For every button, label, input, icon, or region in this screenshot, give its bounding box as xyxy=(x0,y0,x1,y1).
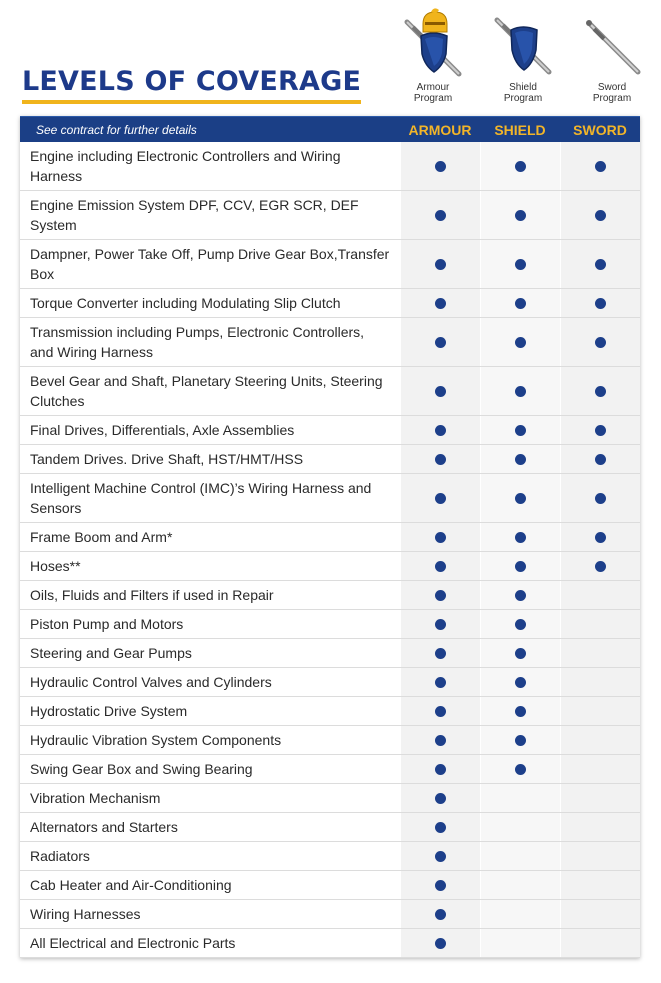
shield-program-line1: Shield xyxy=(509,82,537,93)
knight-helmet-shield-sword-icon xyxy=(401,8,465,78)
table-row xyxy=(20,871,640,900)
coverage-cell-shield xyxy=(480,552,560,580)
covered-dot-icon xyxy=(435,880,446,891)
coverage-item-label: Dampner, Power Take Off, Pump Drive Gear Box,Transfer Box xyxy=(30,246,390,282)
covered-dot-icon xyxy=(435,298,446,309)
table-row xyxy=(20,552,640,581)
coverage-cell-shield xyxy=(480,929,560,957)
coverage-cell-armour xyxy=(400,842,480,870)
coverage-cell-armour xyxy=(400,871,480,899)
covered-dot-icon xyxy=(515,386,526,397)
coverage-item-label: Hydraulic Control Valves and Cylinders xyxy=(30,674,272,690)
coverage-cell-armour xyxy=(400,416,480,444)
covered-dot-icon xyxy=(515,561,526,572)
covered-dot-icon xyxy=(595,337,606,348)
coverage-item-label: Vibration Mechanism xyxy=(30,790,161,806)
table-row xyxy=(20,697,640,726)
table-row xyxy=(20,367,640,416)
covered-dot-icon xyxy=(435,386,446,397)
covered-dot-icon xyxy=(435,619,446,630)
covered-dot-icon xyxy=(515,493,526,504)
sword-icon xyxy=(580,8,644,78)
covered-dot-icon xyxy=(435,909,446,920)
coverage-cell-armour xyxy=(400,610,480,638)
table-row xyxy=(20,755,640,784)
coverage-cell-armour xyxy=(400,639,480,667)
table-header xyxy=(20,116,640,142)
coverage-cell-shield xyxy=(480,367,560,415)
covered-dot-icon xyxy=(435,161,446,172)
coverage-cell-sword xyxy=(560,842,640,870)
coverage-item-label: Intelligent Machine Control (IMC)’s Wiring Harness and Sensors xyxy=(30,480,372,516)
covered-dot-icon xyxy=(435,822,446,833)
table-row xyxy=(20,813,640,842)
covered-dot-icon xyxy=(515,161,526,172)
coverage-item-label: Torque Converter including Modulating Slip Clutch xyxy=(30,295,341,311)
covered-dot-icon xyxy=(515,298,526,309)
coverage-cell-shield xyxy=(480,697,560,725)
coverage-item-label: Engine including Electronic Controllers and Wiring Harness xyxy=(30,148,341,184)
table-row xyxy=(20,668,640,697)
sword-program-badge xyxy=(572,8,652,104)
covered-dot-icon xyxy=(435,337,446,348)
covered-dot-icon xyxy=(515,677,526,688)
coverage-item-label: Engine Emission System DPF, CCV, EGR SCR, DEF System xyxy=(30,197,359,233)
armour-program-line1: Armour xyxy=(416,82,450,93)
page-title: LEVELS OF COVERAGE xyxy=(22,68,361,104)
coverage-cell-sword xyxy=(560,318,640,366)
coverage-item-label: Tandem Drives. Drive Shaft, HST/HMT/HSS xyxy=(30,451,304,467)
coverage-cell-shield xyxy=(480,900,560,928)
table-row xyxy=(20,842,640,871)
coverage-cell-armour xyxy=(400,367,480,415)
coverage-cell-armour xyxy=(400,726,480,754)
covered-dot-icon xyxy=(515,532,526,543)
covered-dot-icon xyxy=(435,706,446,717)
covered-dot-icon xyxy=(435,764,446,775)
table-row xyxy=(20,523,640,552)
coverage-cell-sword xyxy=(560,900,640,928)
coverage-cell-armour xyxy=(400,191,480,239)
coverage-cell-sword xyxy=(560,755,640,783)
coverage-cell-armour xyxy=(400,445,480,473)
covered-dot-icon xyxy=(435,590,446,601)
coverage-item-label: Hydrostatic Drive System xyxy=(30,703,188,719)
coverage-cell-shield xyxy=(480,639,560,667)
coverage-cell-armour xyxy=(400,900,480,928)
coverage-cell-sword xyxy=(560,523,640,551)
coverage-item-label: Radiators xyxy=(30,848,90,864)
coverage-cell-shield xyxy=(480,289,560,317)
covered-dot-icon xyxy=(435,851,446,862)
coverage-cell-shield xyxy=(480,445,560,473)
covered-dot-icon xyxy=(515,648,526,659)
covered-dot-icon xyxy=(435,648,446,659)
coverage-item-label: Alternators and Starters xyxy=(30,819,178,835)
coverage-cell-shield xyxy=(480,726,560,754)
coverage-cell-sword xyxy=(560,929,640,957)
coverage-cell-sword xyxy=(560,813,640,841)
covered-dot-icon xyxy=(435,454,446,465)
coverage-cell-shield xyxy=(480,871,560,899)
table-row xyxy=(20,900,640,929)
column-header-sword: SWORD xyxy=(573,121,627,138)
table-row xyxy=(20,726,640,755)
covered-dot-icon xyxy=(595,210,606,221)
table-row xyxy=(20,416,640,445)
covered-dot-icon xyxy=(595,561,606,572)
coverage-cell-armour xyxy=(400,929,480,957)
table-row xyxy=(20,474,640,523)
covered-dot-icon xyxy=(595,454,606,465)
coverage-cell-armour xyxy=(400,784,480,812)
covered-dot-icon xyxy=(595,532,606,543)
sword-program-line2: Program xyxy=(592,93,632,104)
table-row xyxy=(20,445,640,474)
coverage-cell-armour xyxy=(400,142,480,190)
table-row xyxy=(20,581,640,610)
table-row xyxy=(20,784,640,813)
covered-dot-icon xyxy=(595,386,606,397)
coverage-item-label: Bevel Gear and Shaft, Planetary Steering Units, Steering Clutches xyxy=(30,373,383,409)
coverage-item-label: Final Drives, Differentials, Axle Assemblies xyxy=(30,422,295,438)
coverage-cell-sword xyxy=(560,142,640,190)
coverage-item-label: Swing Gear Box and Swing Bearing xyxy=(30,761,253,777)
coverage-cell-armour xyxy=(400,318,480,366)
coverage-cell-sword xyxy=(560,639,640,667)
covered-dot-icon xyxy=(515,706,526,717)
coverage-cell-sword xyxy=(560,610,640,638)
armour-program-line2: Program xyxy=(413,93,453,104)
coverage-cell-armour xyxy=(400,755,480,783)
covered-dot-icon xyxy=(435,677,446,688)
coverage-item-label: Wiring Harnesses xyxy=(30,906,141,922)
covered-dot-icon xyxy=(515,619,526,630)
coverage-cell-armour xyxy=(400,240,480,288)
coverage-item-label: Transmission including Pumps, Electronic Controllers, and Wiring Harness xyxy=(30,324,365,360)
covered-dot-icon xyxy=(435,735,446,746)
coverage-item-label: Cab Heater and Air-Conditioning xyxy=(30,877,232,893)
coverage-cell-shield xyxy=(480,610,560,638)
coverage-cell-sword xyxy=(560,367,640,415)
coverage-cell-armour xyxy=(400,523,480,551)
coverage-item-label: All Electrical and Electronic Parts xyxy=(30,935,236,951)
coverage-cell-shield xyxy=(480,142,560,190)
coverage-cell-armour xyxy=(400,581,480,609)
table-row xyxy=(20,318,640,367)
coverage-item-label: Hydraulic Vibration System Components xyxy=(30,732,282,748)
coverage-cell-sword xyxy=(560,784,640,812)
coverage-cell-sword xyxy=(560,726,640,754)
covered-dot-icon xyxy=(435,493,446,504)
coverage-cell-armour xyxy=(400,474,480,522)
coverage-cell-sword xyxy=(560,416,640,444)
coverage-cell-sword xyxy=(560,552,640,580)
coverage-cell-sword xyxy=(560,668,640,696)
column-header-armour: ARMOUR xyxy=(408,121,472,138)
covered-dot-icon xyxy=(595,493,606,504)
coverage-cell-armour xyxy=(400,552,480,580)
coverage-cell-sword xyxy=(560,289,640,317)
coverage-cell-shield xyxy=(480,191,560,239)
coverage-cell-armour xyxy=(400,289,480,317)
table-row xyxy=(20,639,640,668)
coverage-cell-sword xyxy=(560,445,640,473)
coverage-cell-shield xyxy=(480,842,560,870)
table-body xyxy=(20,142,640,958)
coverage-item-label: Frame Boom and Arm* xyxy=(30,529,173,545)
table-row xyxy=(20,929,640,958)
table-row xyxy=(20,142,640,191)
shield-sword-icon xyxy=(491,8,555,78)
covered-dot-icon xyxy=(515,210,526,221)
armour-program-badge xyxy=(393,8,473,104)
coverage-cell-armour xyxy=(400,697,480,725)
coverage-cell-shield xyxy=(480,416,560,444)
table-row xyxy=(20,610,640,639)
table-row xyxy=(20,191,640,240)
covered-dot-icon xyxy=(515,764,526,775)
table-row xyxy=(20,240,640,289)
covered-dot-icon xyxy=(515,590,526,601)
table-row xyxy=(20,289,640,318)
coverage-cell-shield xyxy=(480,755,560,783)
covered-dot-icon xyxy=(515,454,526,465)
coverage-cell-armour xyxy=(400,813,480,841)
covered-dot-icon xyxy=(435,259,446,270)
covered-dot-icon xyxy=(595,298,606,309)
coverage-cell-shield xyxy=(480,784,560,812)
coverage-item-label: Piston Pump and Motors xyxy=(30,616,184,632)
coverage-cell-sword xyxy=(560,581,640,609)
coverage-cell-shield xyxy=(480,523,560,551)
covered-dot-icon xyxy=(435,210,446,221)
covered-dot-icon xyxy=(435,425,446,436)
covered-dot-icon xyxy=(435,561,446,572)
shield-program-line2: Program xyxy=(503,93,543,104)
coverage-cell-armour xyxy=(400,668,480,696)
coverage-item-label: Steering and Gear Pumps xyxy=(30,645,192,661)
covered-dot-icon xyxy=(595,425,606,436)
coverage-cell-sword xyxy=(560,474,640,522)
coverage-cell-shield xyxy=(480,474,560,522)
coverage-cell-shield xyxy=(480,240,560,288)
coverage-cell-shield xyxy=(480,668,560,696)
contract-note: See contract for further details xyxy=(36,122,197,137)
coverage-cell-sword xyxy=(560,871,640,899)
covered-dot-icon xyxy=(435,532,446,543)
covered-dot-icon xyxy=(435,793,446,804)
column-header-shield: SHIELD xyxy=(494,121,546,138)
covered-dot-icon xyxy=(595,161,606,172)
coverage-cell-shield xyxy=(480,813,560,841)
coverage-cell-shield xyxy=(480,581,560,609)
covered-dot-icon xyxy=(515,735,526,746)
coverage-cell-sword xyxy=(560,191,640,239)
covered-dot-icon xyxy=(515,425,526,436)
coverage-item-label: Hoses** xyxy=(30,558,81,574)
covered-dot-icon xyxy=(595,259,606,270)
covered-dot-icon xyxy=(515,337,526,348)
sword-program-line1: Sword xyxy=(597,82,627,93)
coverage-cell-sword xyxy=(560,697,640,725)
coverage-item-label: Oils, Fluids and Filters if used in Repair xyxy=(30,587,274,603)
covered-dot-icon xyxy=(435,938,446,949)
shield-program-badge xyxy=(483,8,563,104)
covered-dot-icon xyxy=(515,259,526,270)
coverage-table xyxy=(20,116,640,958)
coverage-cell-shield xyxy=(480,318,560,366)
coverage-cell-sword xyxy=(560,240,640,288)
